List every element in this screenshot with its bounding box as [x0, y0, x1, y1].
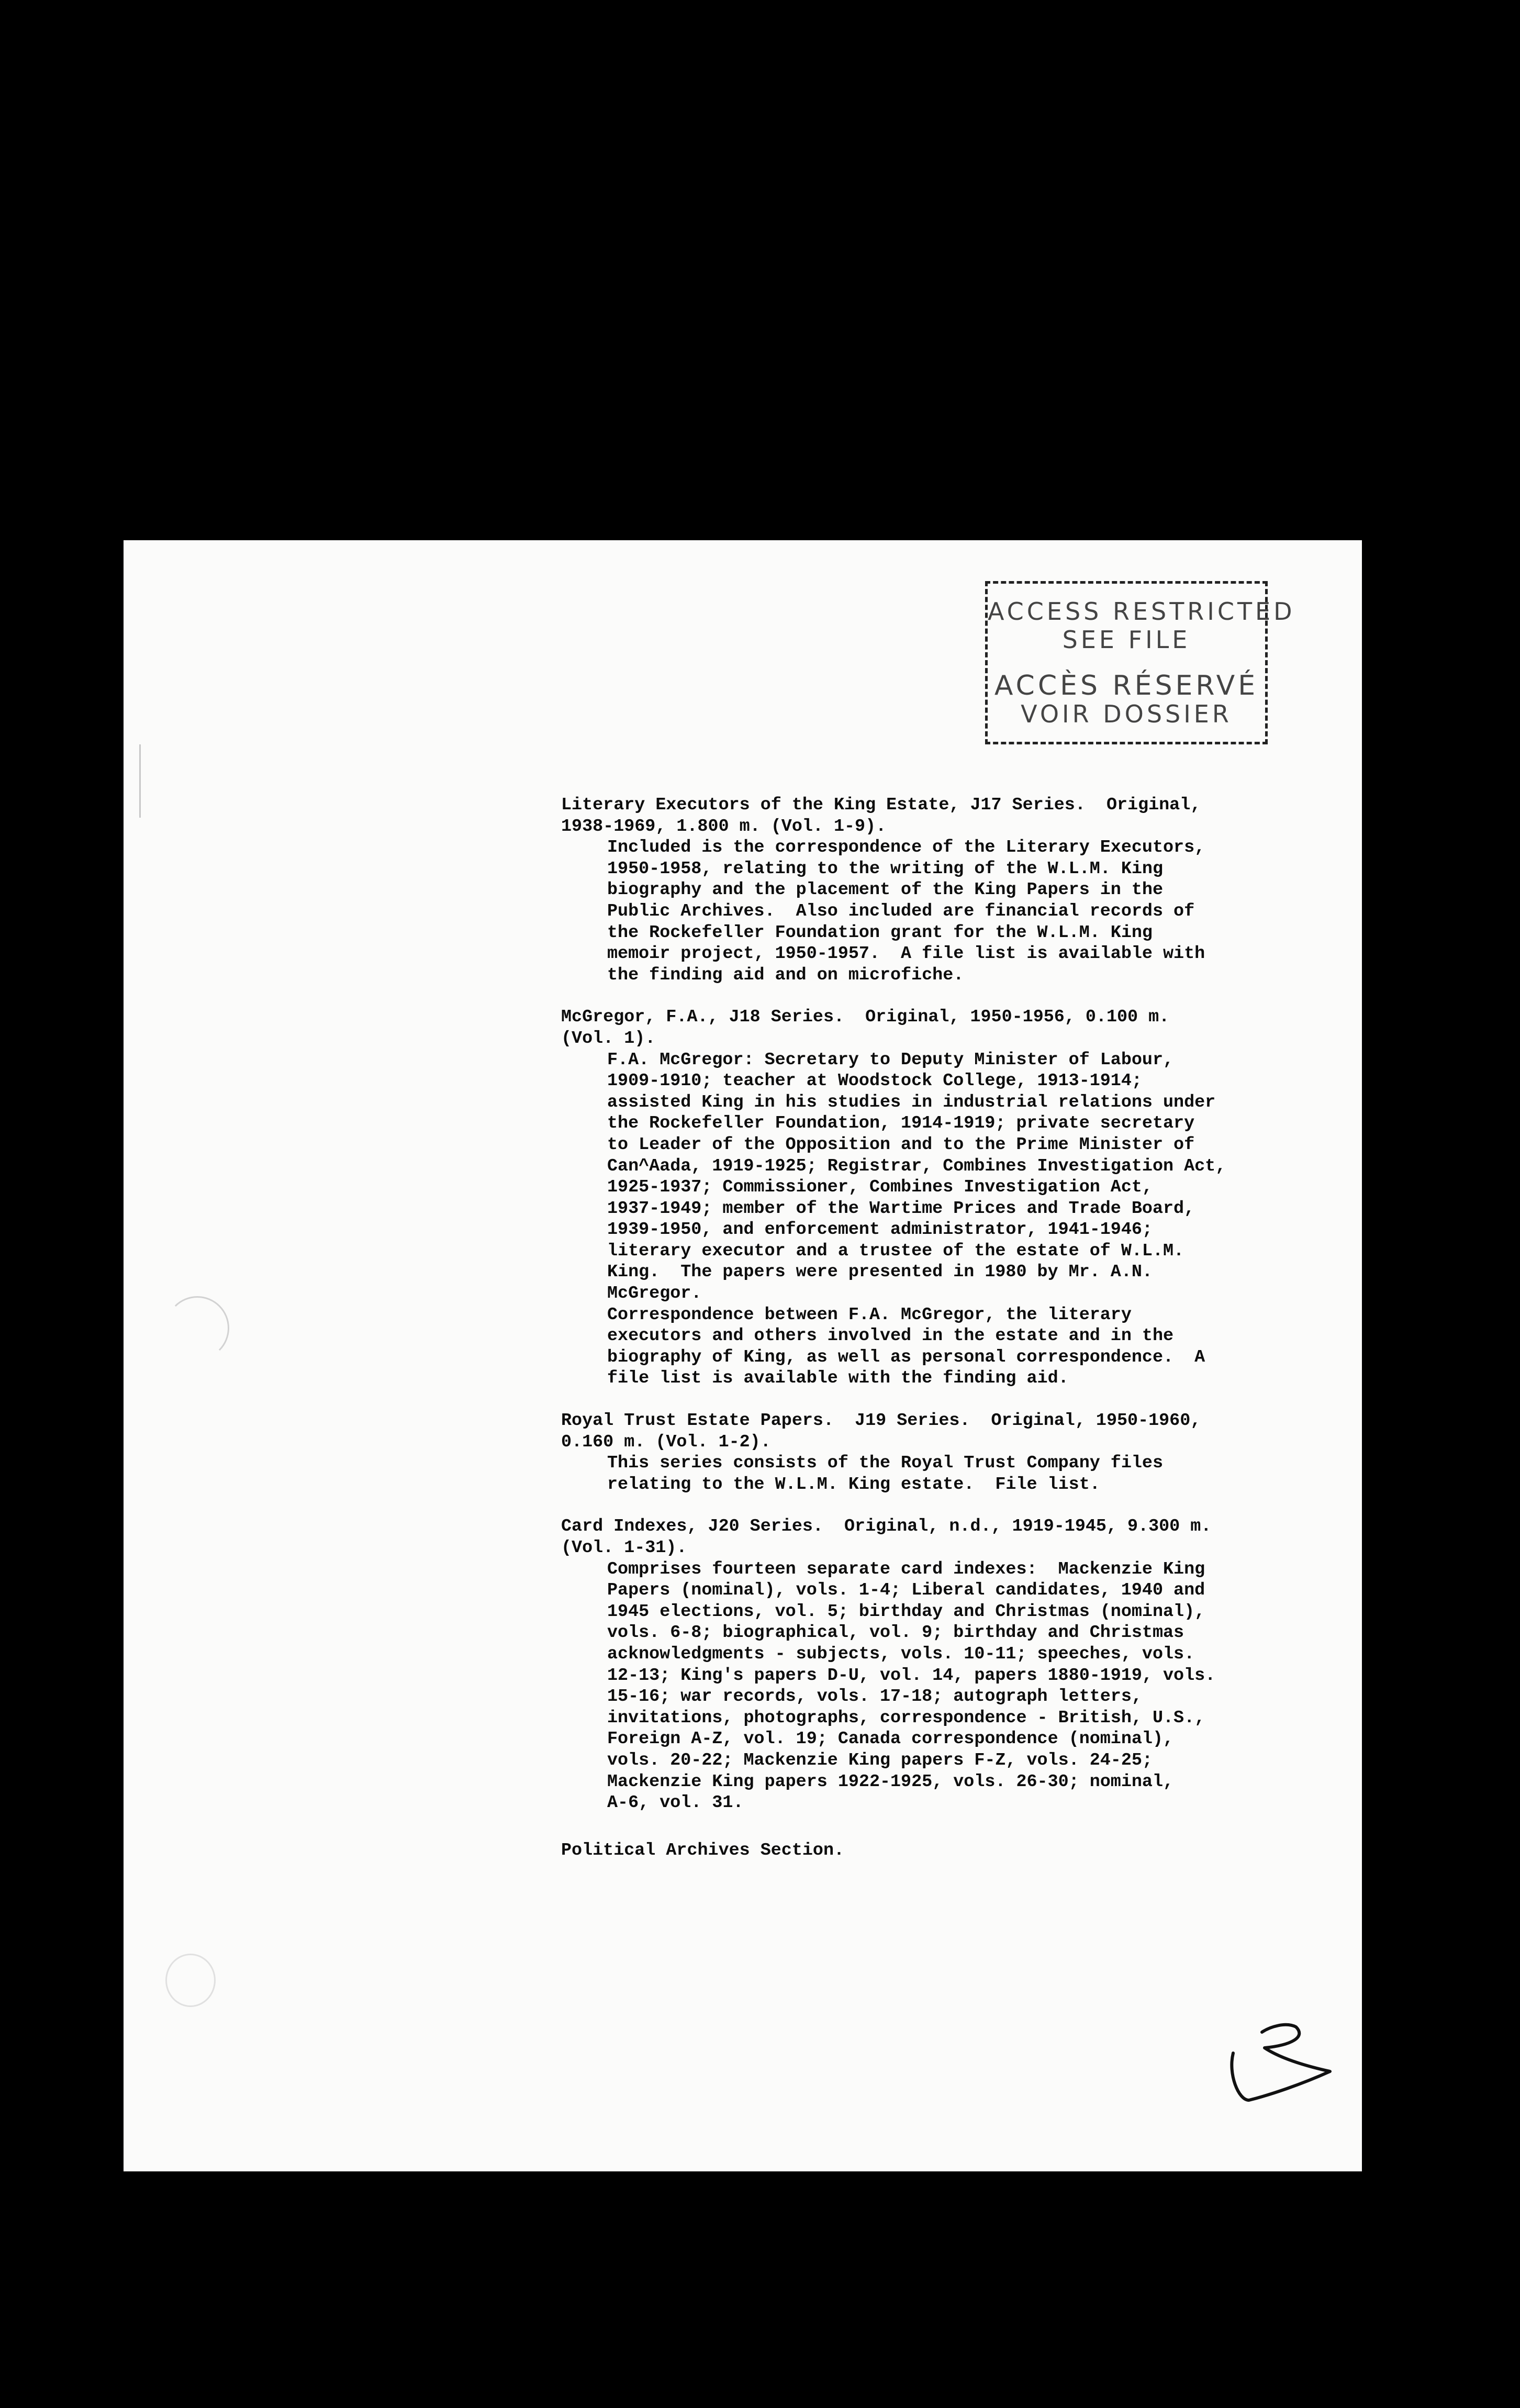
series-entry-j18 — [561, 1007, 1362, 1389]
series-entry-j20 — [561, 1516, 1362, 1813]
handwritten-initials-mark — [1212, 2016, 1338, 2121]
stamp-line: SEE FILE — [1062, 626, 1191, 654]
entry-description: This series consists of the Royal Trust Company files relating to the W.L.M. King estate. File list. — [607, 1453, 1163, 1495]
entry-description: Correspondence between F.A. McGregor, the literary executors and others involved in the estate and in the biography of King, as well as personal correspondence. A file list is available with the finding aid. — [607, 1305, 1205, 1389]
punch-hole-mark — [165, 1954, 216, 2007]
entry-heading: Card Indexes, J20 Series. Original, n.d., 1919-1945, 9.300 m. (Vol. 1-31). — [561, 1517, 1212, 1558]
entry-description: Comprises fourteen separate card indexes: Mackenzie King Papers (nominal), vols. 1-4; Liberal candidates, 1940 and 1945 elections, vol. 5; birthday and Christmas (nominal), vols. 6-8; biographical, vol. 9; birthday and Christmas acknowledgments - subjects, vols. 10-11; speeches, vols. 12-13; King's papers D-U, vol. 14, papers 1880-1919, vols. 15-16; war records, vols. 17-18; autograph letters, invitations, photographs, correspondence - British, U.S., Foreign A-Z, vol. 19; Canada correspondence (nominal), vols. 20-22; Mackenzie King papers F-Z, vols. 24-25; Mackenzie King papers 1922-1925, vols. 26-30; nominal, A-6, vol. 31. — [607, 1559, 1216, 1813]
stamp-line: ACCÈS RÉSERVÉ — [994, 670, 1259, 701]
section-footer: Political Archives Section. — [561, 1840, 845, 1860]
series-entry-j19 — [561, 1410, 1362, 1495]
margin-mark — [139, 744, 141, 818]
document-body — [561, 795, 1362, 1861]
punch-hole-mark — [165, 1296, 229, 1360]
entry-heading: Royal Trust Estate Papers. J19 Series. Original, 1950-1960, 0.160 m. (Vol. 1-2). — [561, 1411, 1201, 1452]
access-restricted-stamp — [985, 581, 1295, 744]
entry-heading: McGregor, F.A., J18 Series. Original, 1950-1956, 0.100 m. (Vol. 1). — [561, 1007, 1170, 1049]
entry-description: Included is the correspondence of the Literary Executors, 1950-1958, relating to the writing of the W.L.M. King biography and the placement of the King Papers in the Public Archives. Also included are financial records of the Rockefeller Foundation grant for the W.L.M. King memoir project, 1950-1957. A file list is available with the finding aid and on microfiche. — [607, 838, 1205, 985]
entry-heading: Literary Executors of the King Estate, J17 Series. Original, 1938-1969, 1.800 m. (Vol. 1-9). — [561, 795, 1201, 837]
stamp-line: VOIR DOSSIER — [1021, 700, 1232, 728]
entry-description: F.A. McGregor: Secretary to Deputy Minister of Labour, 1909-1910; teacher at Woodstock College, 1913-1914; assisted King in his studies in industrial relations under the Rockefeller Foundation, 1914-1919; private secretary to Leader of the Opposition and to the Prime Minister of Can^Aada, 1919-1925; Registrar, Combines Investigation Act, 1925-1937; Commissioner, Combines Investigation Act, 1937-1949; member of the Wartime Prices and Trade Board, 1939-1950, and enforcement administrator, 1941-1946; literary executor and a trustee of the estate of W.L.M. King. The papers were presented in 1980 by Mr. A.N. McGregor. — [607, 1050, 1226, 1304]
document-page — [124, 540, 1362, 2171]
stamp-line: ACCESS RESTRICTED — [988, 597, 1295, 626]
series-entry-j17 — [561, 795, 1362, 986]
